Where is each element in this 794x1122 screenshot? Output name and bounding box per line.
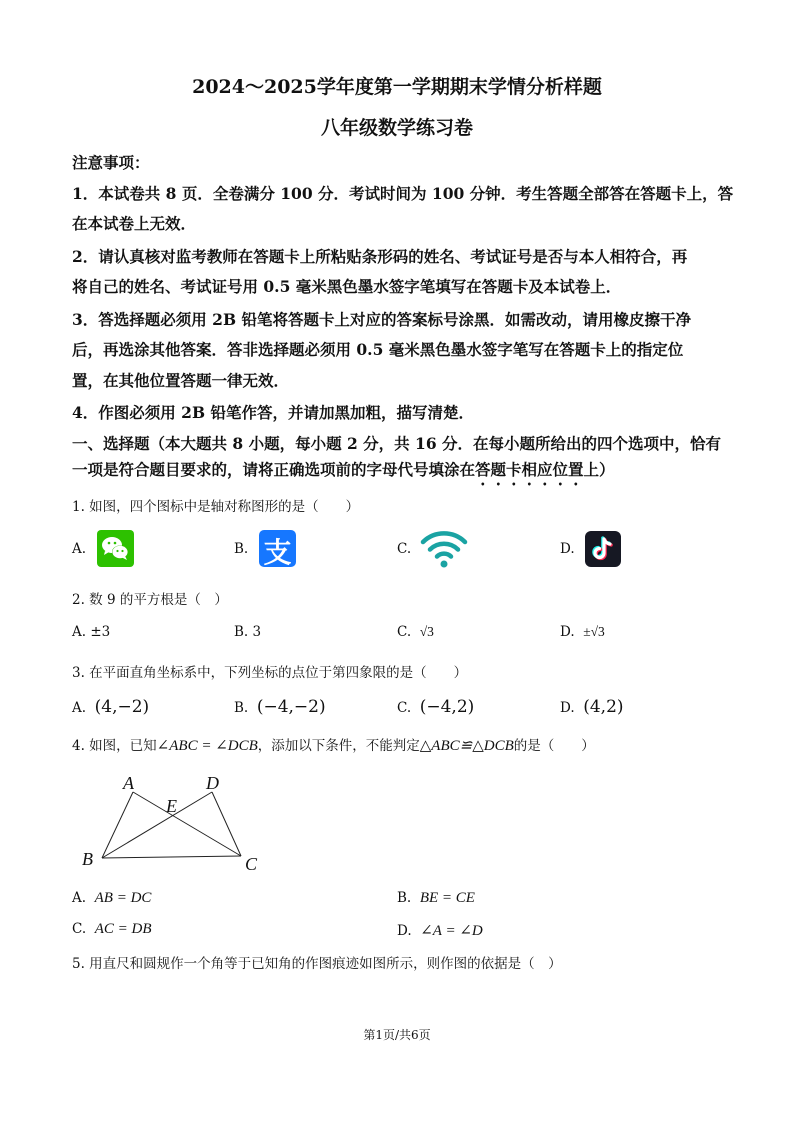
question-2-stem: 2. 数 9 的平方根是（ ） (72, 592, 228, 608)
segment-dc (212, 792, 241, 856)
q3-option-a: A. (4,−2) (72, 697, 150, 717)
triangle-figure (78, 770, 268, 875)
label-b: B (82, 849, 93, 869)
alipay-glyph: 支 (263, 536, 292, 569)
q4-option-b: B. BE = CE (397, 890, 475, 906)
section-1-line-2: 一项是符合题目要求的，请将正确选项前的字母代号填涂在答题卡相应位置上） (72, 460, 615, 479)
segment-bd (102, 792, 212, 858)
label-a: A (123, 773, 134, 793)
label-d: D (206, 773, 219, 793)
q1-option-b-label: B. (234, 541, 249, 557)
q3-option-b: B. (−4,−2) (234, 697, 326, 717)
note-4: 4．作图必须用 2B 铅笔作答，并请加黑加粗，描写清楚． (72, 403, 474, 422)
note-3-line-2: 后，再选涂其他答案．答非选择题必须用 0.5 毫米黑色墨水签字笔写在答题卡上的指定位 (72, 340, 684, 359)
dotted-emphasis: 答题卡相应位置 (475, 460, 584, 479)
q2-option-d: D. ±√3 (560, 624, 605, 640)
tiktok-icon (585, 531, 621, 567)
note-3-line-1: 3．答选择题必须用 2B 铅笔将答题卡上对应的答案标号涂黑．如需改动，请用橡皮擦干净 (72, 310, 691, 329)
q2-option-a: A. ±3 (72, 624, 111, 640)
wifi-icon (420, 529, 468, 569)
question-5-stem: 5. 用直尺和圆规作一个角等于已知角的作图痕迹如图所示，则作图的依据是（ ） (72, 956, 562, 972)
note-1-line-1: 1．本试卷共 8 页．全卷满分 100 分．考试时间为 100 分钟．考生答题全部答在答题卡上，答 (72, 184, 734, 203)
page-number: 第1页/共6页 (363, 1028, 431, 1042)
page-title: 2024～2025学年度第一学期期末学情分析样题 (192, 76, 602, 98)
q2-option-b: B. 3 (234, 624, 262, 640)
note-1-line-2: 在本试卷上无效． (72, 214, 197, 233)
q1-option-a-label: A. (72, 541, 87, 557)
wechat-icon (97, 530, 134, 567)
note-3-line-3: 置，在其他位置答题一律无效． (72, 371, 290, 390)
q4-option-c: C. AC = DB (72, 921, 152, 937)
segment-bc (102, 856, 241, 858)
notes-heading: 注意事项： (72, 153, 150, 172)
segment-ab (102, 792, 133, 858)
alipay-icon (259, 530, 296, 567)
q2-option-c: C. √3 (397, 624, 434, 640)
label-e: E (166, 796, 177, 816)
q1-option-d-label: D. (560, 541, 575, 557)
q4-option-a: A. AB = DC (72, 890, 152, 906)
page-subtitle: 八年级数学练习卷 (320, 117, 473, 139)
q4-option-d: D. ∠A = ∠D (397, 923, 483, 939)
q3-option-d: D. (4,2) (560, 697, 624, 717)
q1-option-c-label: C. (397, 541, 412, 557)
question-3-stem: 3. 在平面直角坐标系中，下列坐标的点位于第四象限的是（ ） (72, 665, 468, 681)
segment-ac (133, 792, 241, 856)
section-1-line-1: 一、选择题（本大题共 8 小题，每小题 2 分，共 16 分．在每小题所给出的四个选项中，恰有 (72, 434, 722, 453)
question-1-stem: 1. 如图，四个图标中是轴对称图形的是（ ） (72, 499, 360, 515)
question-4-stem: 4. 如图，已知∠ABC = ∠DCB，添加以下条件，不能判定△ABC≌△DCB的是（ ） (72, 738, 595, 754)
q3-option-c: C. (−4,2) (397, 697, 475, 717)
label-c: C (245, 854, 258, 874)
note-2-line-1: 2．请认真核对监考教师在答题卡上所粘贴条形码的姓名、考试证号是否与本人相符合，再 (72, 247, 688, 266)
note-2-line-2: 将自己的姓名、考试证号用 0.5 毫米黑色墨水签字笔填写在答题卡及本试卷上． (72, 277, 622, 296)
